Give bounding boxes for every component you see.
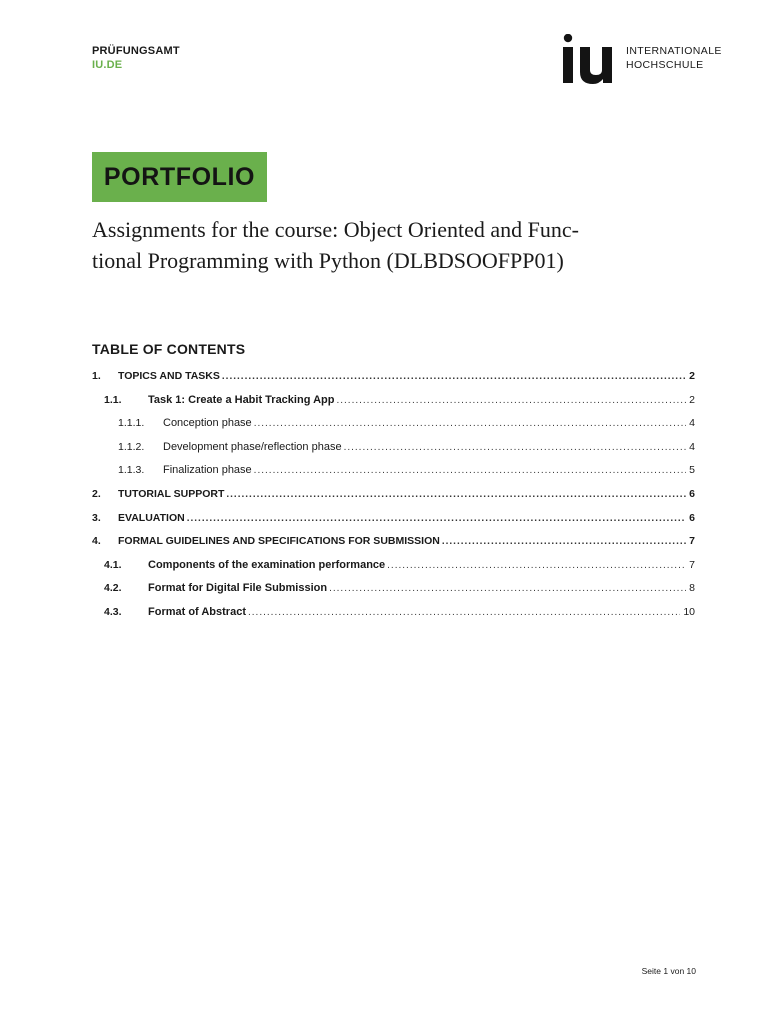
header-department-block: [92, 44, 180, 72]
iu-logo: [560, 34, 730, 84]
toc-entry[interactable]: [92, 508, 695, 532]
logo-line-1: INTERNATIONALE: [626, 45, 722, 57]
toc-entry-title: TOPICS AND TASKS: [118, 370, 220, 382]
toc-entry-number: 3.: [92, 511, 101, 524]
toc-entry-number: 4.: [92, 535, 101, 548]
department-label: PRÜFUNGSAMT: [92, 45, 180, 57]
toc-leader-dots: [442, 532, 686, 552]
page-number-footer: Seite 1 von 10: [641, 966, 696, 976]
toc-entry-title: EVALUATION: [118, 511, 185, 524]
toc-entry[interactable]: [92, 555, 695, 579]
toc-entry[interactable]: [92, 366, 695, 390]
toc-entry-number: 4.2.: [104, 582, 122, 595]
toc-leader-dots: [222, 367, 686, 387]
toc-entry-page: 8: [689, 582, 695, 595]
toc-entry[interactable]: [92, 602, 695, 626]
logo-line-2: HOCHSCHULE: [626, 59, 704, 71]
toc-entry-page: 5: [689, 464, 695, 477]
toc-leader-dots: [248, 603, 680, 623]
toc-leader-dots: [387, 556, 686, 576]
toc-entry-number: 1.1.1.: [118, 417, 145, 430]
toc-entry-page: 2: [689, 370, 695, 382]
toc-entry-number: 4.3.: [104, 605, 122, 618]
toc-entry-title: Components of the examination performance: [148, 558, 386, 571]
toc-entry-page: 7: [689, 558, 695, 571]
document-title: [92, 214, 692, 276]
table-of-contents: [92, 366, 695, 626]
document-title-line-2: tional Programming with Python (DLBDSOOFPP01): [92, 248, 564, 273]
website-label: IU.DE: [92, 59, 123, 71]
toc-leader-dots: [226, 485, 686, 505]
toc-entry-number: 4.1.: [104, 558, 122, 571]
toc-entry-page: 7: [689, 535, 695, 548]
iu-logo-mark: [560, 34, 620, 84]
toc-leader-dots: [187, 509, 686, 529]
toc-leader-dots: [254, 461, 686, 481]
portfolio-badge: PORTFOLIO: [92, 152, 267, 202]
toc-leader-dots: [336, 391, 686, 411]
toc-entry-title: FORMAL GUIDELINES AND SPECIFICATIONS FOR SUBMISSION: [118, 535, 440, 548]
toc-entry-page: 6: [689, 511, 695, 524]
toc-leader-dots: [344, 438, 687, 458]
toc-entry[interactable]: [92, 437, 695, 461]
toc-entry-title: Conception phase: [163, 417, 252, 430]
toc-entry-title: Format for Digital File Submission: [148, 582, 328, 595]
toc-entry-title: Development phase/reflection phase: [163, 440, 342, 453]
toc-entry-title: TUTORIAL SUPPORT: [118, 487, 225, 500]
document-title-line-1: Assignments for the course: Object Oriented and Func-: [92, 217, 579, 242]
toc-entry-page: 2: [689, 393, 695, 406]
toc-entry-title: Finalization phase: [163, 464, 252, 477]
logo-wordmark: [626, 44, 722, 72]
toc-entry[interactable]: [92, 531, 695, 555]
toc-entry-number: 1.: [92, 370, 101, 382]
toc-entry[interactable]: [92, 390, 695, 414]
toc-entry-title: Task 1: Create a Habit Tracking App: [148, 393, 335, 406]
toc-entry-number: 1.1.: [104, 393, 122, 406]
toc-entry-page: 10: [683, 605, 695, 618]
toc-entry[interactable]: [92, 413, 695, 437]
toc-entry[interactable]: [92, 578, 695, 602]
toc-leader-dots: [254, 414, 686, 434]
toc-heading: TABLE OF CONTENTS: [92, 341, 246, 357]
toc-entry[interactable]: [92, 460, 695, 484]
toc-entry-page: 4: [689, 417, 695, 430]
toc-entry-number: 1.1.2.: [118, 440, 145, 453]
toc-entry-page: 4: [689, 440, 695, 453]
toc-leader-dots: [329, 579, 686, 599]
toc-entry-page: 6: [689, 487, 695, 500]
toc-entry-number: 2.: [92, 487, 101, 500]
toc-entry-number: 1.1.3.: [118, 464, 145, 477]
toc-entry-title: Format of Abstract: [148, 605, 246, 618]
toc-entry[interactable]: [92, 484, 695, 508]
